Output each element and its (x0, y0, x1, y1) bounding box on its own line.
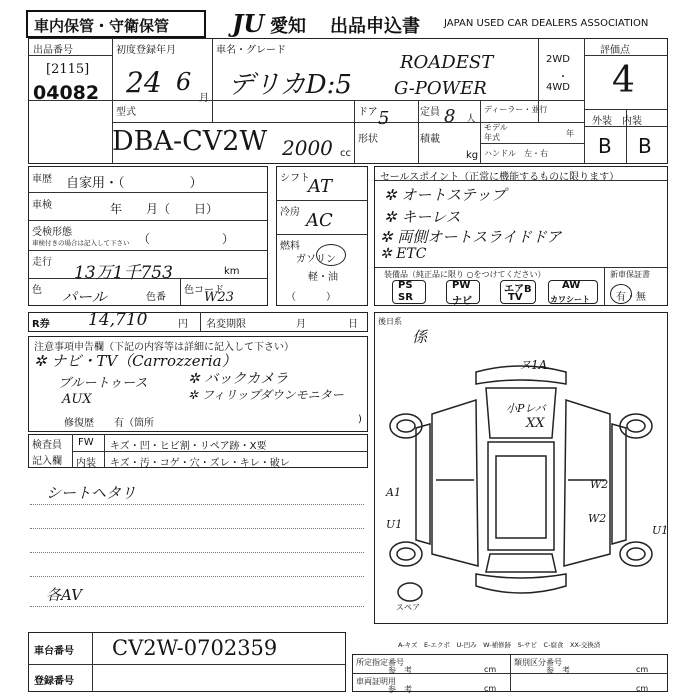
color-code: W23 (204, 290, 234, 305)
recycle-value: 14,710 (88, 310, 148, 330)
inspector-mark: 係 (412, 328, 428, 346)
equip-ps: PS (398, 280, 413, 291)
doors-label: ドア (358, 107, 378, 118)
exterior-value: B (598, 134, 612, 158)
ac-value: AC (306, 210, 333, 231)
lot-small: [2115] (46, 62, 90, 77)
ref-right-ref: 参 考 (546, 666, 570, 675)
shape-label: 形状 (358, 134, 378, 145)
ref-reg-cm2: cm (636, 684, 649, 693)
diagram-u1-left: U1 (386, 518, 403, 531)
inspection-label: 車検 (32, 200, 52, 211)
diagram-u1-right: U1 (652, 524, 669, 537)
equip-pw: PW (452, 280, 471, 291)
namechange-day: 日 (348, 319, 358, 330)
check-label2: 記入欄 (32, 456, 62, 467)
title-left: 車内保管・守衛保管 (34, 17, 170, 35)
score-label: 評価点 (600, 45, 630, 56)
legend-text: A-キズ E-エクボ U-凹み W-補修跡 S-サビ C-腐食 XX-交換済 (398, 641, 601, 649)
remarks-line2: 各AV (46, 586, 82, 604)
notes-line2b: バックカメラ (204, 371, 289, 387)
check-fw-items: キズ・凹・ヒビ割・リペア跡・X要 (110, 441, 267, 452)
fuel-label: 燃料 (280, 241, 300, 252)
load-unit: kg (466, 150, 479, 161)
ref-reg-label: 車両証明用 (356, 677, 396, 686)
year-label: 年式 (484, 133, 500, 142)
year-unit: 年 (566, 129, 574, 138)
name-label: 車名・グレード (216, 45, 286, 56)
ju-logo: JU (232, 9, 265, 38)
dealer-label: ディーラー・並行 (484, 105, 548, 114)
lot-number: 04082 (33, 82, 100, 104)
receipt-label: 受検形態 (32, 227, 72, 238)
recycle-unit: 円 (178, 319, 188, 330)
capacity-label: 定員 (420, 107, 440, 118)
equip-sr: SR (398, 292, 413, 303)
selling-label: セールスポイント（正常に機能するものに限ります） (380, 172, 620, 183)
handle-label: ハンドル 左・右 (484, 149, 548, 158)
selling-item: ETC (396, 246, 427, 262)
reg-month-unit: 月 (199, 93, 209, 104)
mileage-unit: km (224, 266, 240, 277)
chassis-value: CV2W-0702359 (112, 636, 278, 660)
check-fw-label: FW (78, 437, 94, 448)
capacity-unit: 人 (466, 114, 476, 125)
inspection-value: 年 月（ 日） (110, 202, 219, 216)
ref-right-cm: cm (636, 665, 649, 674)
category-value: 自家用・（ ） (66, 176, 203, 191)
inspector-label: 後日系 (378, 317, 402, 326)
shift-value: AT (308, 176, 333, 197)
model-label: モデル (484, 123, 508, 132)
notes-repair: 修復歴 有（箇所 (64, 418, 154, 429)
score-value: 4 (612, 60, 635, 101)
equipment-label: 装備品（純正品に限り ○をつけてください） (384, 270, 546, 279)
check-in-label: 内装 (76, 458, 96, 469)
org-name: 愛知 (270, 16, 306, 37)
fuel-other: （ ） (286, 292, 336, 303)
receipt-note: 車検付きの場合は記入して下さい (32, 239, 130, 247)
diagram-spare: スペア (396, 603, 420, 612)
notes-line3a: AUX (62, 392, 92, 407)
interior-value: B (638, 134, 652, 158)
displacement-unit: cc (340, 148, 351, 159)
diagram-top: ヌ1A (519, 358, 548, 372)
recycle-label: R券 (32, 319, 50, 330)
title-left-box (26, 10, 206, 38)
equip-tv: TV (508, 292, 523, 303)
displacement-value: 2000 (282, 136, 333, 160)
shift-label: シフト (280, 173, 310, 184)
ac-label: 冷房 (280, 207, 300, 218)
notes-line2a: ブルートゥース (58, 376, 148, 391)
fuel-diesel: 軽・油 (308, 272, 338, 283)
diagram-roof: 小Pレバ (506, 402, 546, 415)
ref-right-label: 類別区分番号 (514, 658, 562, 667)
color-value: パール (62, 288, 107, 306)
notes-line1: ナビ・TV（Carrozzeria） (51, 352, 237, 370)
selling-item: オートステップ (401, 186, 506, 204)
ref-reg-ref: 参 考 (388, 685, 412, 694)
lot-label: 出品番号 (33, 45, 73, 56)
notes-label: 注意事項申告欄（下記の内容等は詳細に記入して下さい） (34, 342, 294, 353)
type-value: DBA-CV2W (112, 126, 268, 157)
car-diagram (376, 360, 669, 610)
ref-left-label: 所定指定番号 (356, 658, 404, 667)
type-label: 型式 (116, 107, 136, 118)
color-num-label: 色番 (146, 292, 166, 303)
mileage-label: 走行 (32, 257, 52, 268)
model-name: デリカD:5 (228, 70, 352, 100)
doors-value: 5 (378, 108, 390, 129)
namechange-month: 月 (296, 319, 306, 330)
equip-airbag: エアB (504, 284, 532, 295)
registration-label: 登録番号 (34, 676, 74, 687)
equip-seat: カワシート (550, 295, 590, 304)
drive-4wd: 4WD (546, 82, 570, 93)
selling-item: 両側オートスライドドア (397, 228, 562, 246)
grade-line2: G-POWER (394, 78, 487, 99)
grade-line1: ROADEST (400, 52, 494, 73)
fuel-circle (316, 244, 346, 266)
warranty-value: 有・無 (616, 292, 646, 303)
assoc-name: JAPAN USED CAR DEALERS ASSOCIATION (444, 18, 649, 29)
load-label: 積載 (420, 134, 440, 145)
chassis-label: 車台番号 (34, 646, 74, 657)
color-label: 色 (32, 285, 42, 296)
diagram-w2-bottom: W2 (588, 512, 607, 525)
mileage-value: 13万1千753 (74, 263, 173, 283)
check-label1: 検査員 (32, 440, 62, 451)
form-title: 出品申込書 (330, 16, 420, 37)
ref-left-cm: cm (484, 665, 497, 674)
equip-navi: ナビ (452, 296, 472, 307)
color-code-label: 色コード (184, 285, 224, 296)
reg-label: 初度登録年月 (116, 45, 176, 56)
fuel-gasoline: ガソリン (296, 254, 336, 265)
warranty-label: 新車保証書 (610, 270, 650, 279)
category-label: 車歴 (32, 174, 52, 185)
diagram-a1: A1 (386, 486, 401, 499)
recycle-box (28, 312, 368, 332)
notes-line3b: フィリップダウンモニター (201, 388, 344, 402)
remarks-line1: シートヘタリ (46, 484, 137, 502)
selling-item: キーレス (401, 208, 461, 226)
ext-int-label: 外装 内装 (592, 116, 642, 127)
ref-left-ref: 参 考 (388, 666, 412, 675)
drive-2wd: 2WD (546, 54, 570, 65)
diagram-w2-top: W2 (590, 478, 609, 491)
reg-year: 24 (126, 66, 162, 99)
equip-aw: AW (562, 280, 581, 291)
capacity-value: 8 (444, 106, 456, 127)
receipt-value: （ ） (138, 232, 235, 246)
check-in-items: キズ・汚・コゲ・穴・ズレ・キレ・破レ (110, 458, 290, 469)
ref-reg-cm: cm (484, 684, 497, 693)
reg-month: 6 (176, 68, 192, 96)
diagram-roof-marks: XX (526, 416, 545, 431)
namechange-label: 名変期限 (206, 319, 246, 330)
